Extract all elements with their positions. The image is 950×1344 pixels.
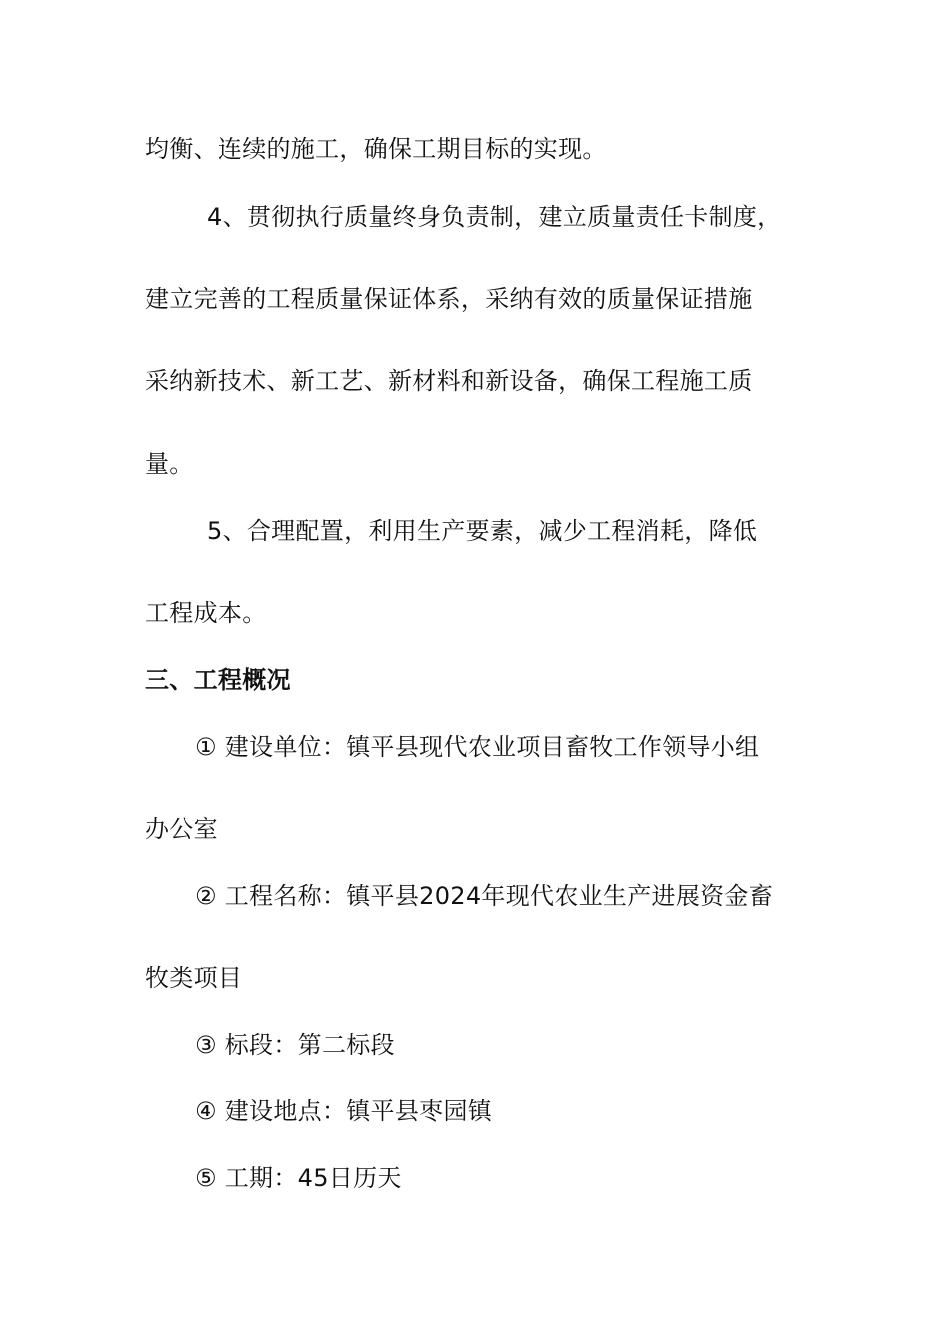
list-item-line: 办公室	[145, 815, 218, 843]
paragraph-line: 量。	[145, 450, 194, 478]
list-item-line: ② 工程名称：镇平县2024年现代农业生产进展资金畜	[195, 882, 774, 910]
paragraph-line: 采纳新技术、新工艺、新材料和新设备，确保工程施工质	[145, 367, 753, 395]
list-item-line: ④ 建设地点：镇平县枣园镇	[195, 1097, 493, 1125]
paragraph-line: 工程成本。	[145, 599, 267, 627]
paragraph-line: 4、贯彻执行质量终身负责制，建立质量责任卡制度，	[207, 203, 782, 231]
section-heading: 三、工程概况	[145, 666, 291, 694]
paragraph-line: 建立完善的工程质量保证体系，采纳有效的质量保证措施	[145, 285, 753, 313]
list-item-line: 牧类项目	[145, 964, 243, 992]
paragraph-line: 5、合理配置，利用生产要素，减少工程消耗，降低	[207, 517, 758, 545]
paragraph-line: 均衡、连续的施工，确保工期目标的实现。	[145, 135, 607, 163]
list-item-line: ① 建设单位：镇平县现代农业项目畜牧工作领导小组	[195, 733, 760, 761]
list-item-line: ⑤ 工期：45日历天	[195, 1164, 402, 1192]
list-item-line: ③ 标段：第二标段	[195, 1031, 395, 1059]
